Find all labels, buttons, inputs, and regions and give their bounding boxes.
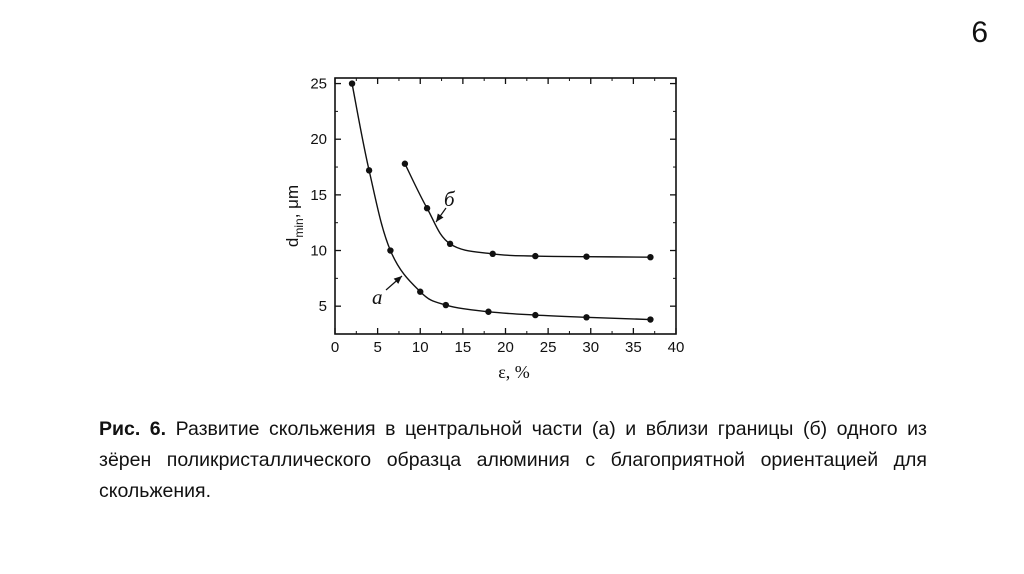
data-point xyxy=(387,247,393,253)
y-axis-title-unit: , μm xyxy=(283,184,302,219)
x-tick-label: 35 xyxy=(625,339,642,356)
y-axis-title xyxy=(283,185,306,247)
series-label-b: б xyxy=(444,187,455,211)
data-point xyxy=(532,253,538,259)
x-tick-label: 30 xyxy=(582,339,600,356)
figure-caption xyxy=(99,414,927,507)
series-label-a: а xyxy=(372,285,383,309)
caption-lead: Рис. 6. xyxy=(99,418,167,440)
x-axis-title: ε, % xyxy=(498,362,530,382)
x-tick-label: 5 xyxy=(373,339,382,356)
y-tick-label: 15 xyxy=(310,186,327,204)
chart-series xyxy=(349,80,654,322)
page-number: 6 xyxy=(971,16,988,49)
data-point xyxy=(402,161,408,167)
chart-ticks xyxy=(310,76,684,356)
series-b-pointer-head xyxy=(436,213,443,222)
data-point xyxy=(583,253,589,259)
x-tick-label: 0 xyxy=(330,339,340,356)
y-tick-label: 25 xyxy=(310,75,327,93)
x-tick-label: 25 xyxy=(539,339,557,356)
series-line-b xyxy=(405,164,651,257)
data-point xyxy=(349,80,355,86)
caption-text: Развитие скольжения в центральной части (а) и вблизи границы (б) одного из зёрен поликристаллического образца алюминия с благоприятной ориентацией для скольжения. xyxy=(99,418,927,502)
y-tick-label: 20 xyxy=(310,131,327,149)
y-tick-label: 5 xyxy=(318,298,327,316)
y-tick-label: 10 xyxy=(310,242,327,260)
y-axis-title-subscript: min xyxy=(292,218,306,238)
x-tick-label: 15 xyxy=(454,339,472,356)
data-point xyxy=(443,302,449,308)
data-point xyxy=(424,205,430,211)
data-point xyxy=(647,254,653,260)
x-tick-label: 40 xyxy=(667,339,685,356)
x-tick-label: 10 xyxy=(411,339,429,356)
data-point xyxy=(366,167,372,173)
data-point xyxy=(417,289,423,295)
series-line-a xyxy=(352,84,650,320)
data-point xyxy=(490,251,496,257)
y-axis-title-main: d xyxy=(283,237,302,248)
data-point xyxy=(647,316,653,322)
data-point xyxy=(583,314,589,320)
data-point xyxy=(447,241,453,247)
x-tick-label: 20 xyxy=(497,339,514,356)
chart-labels xyxy=(283,185,530,382)
data-point xyxy=(532,312,538,318)
data-point xyxy=(485,309,491,315)
plot-frame xyxy=(335,78,676,334)
chart-axes xyxy=(335,78,676,334)
